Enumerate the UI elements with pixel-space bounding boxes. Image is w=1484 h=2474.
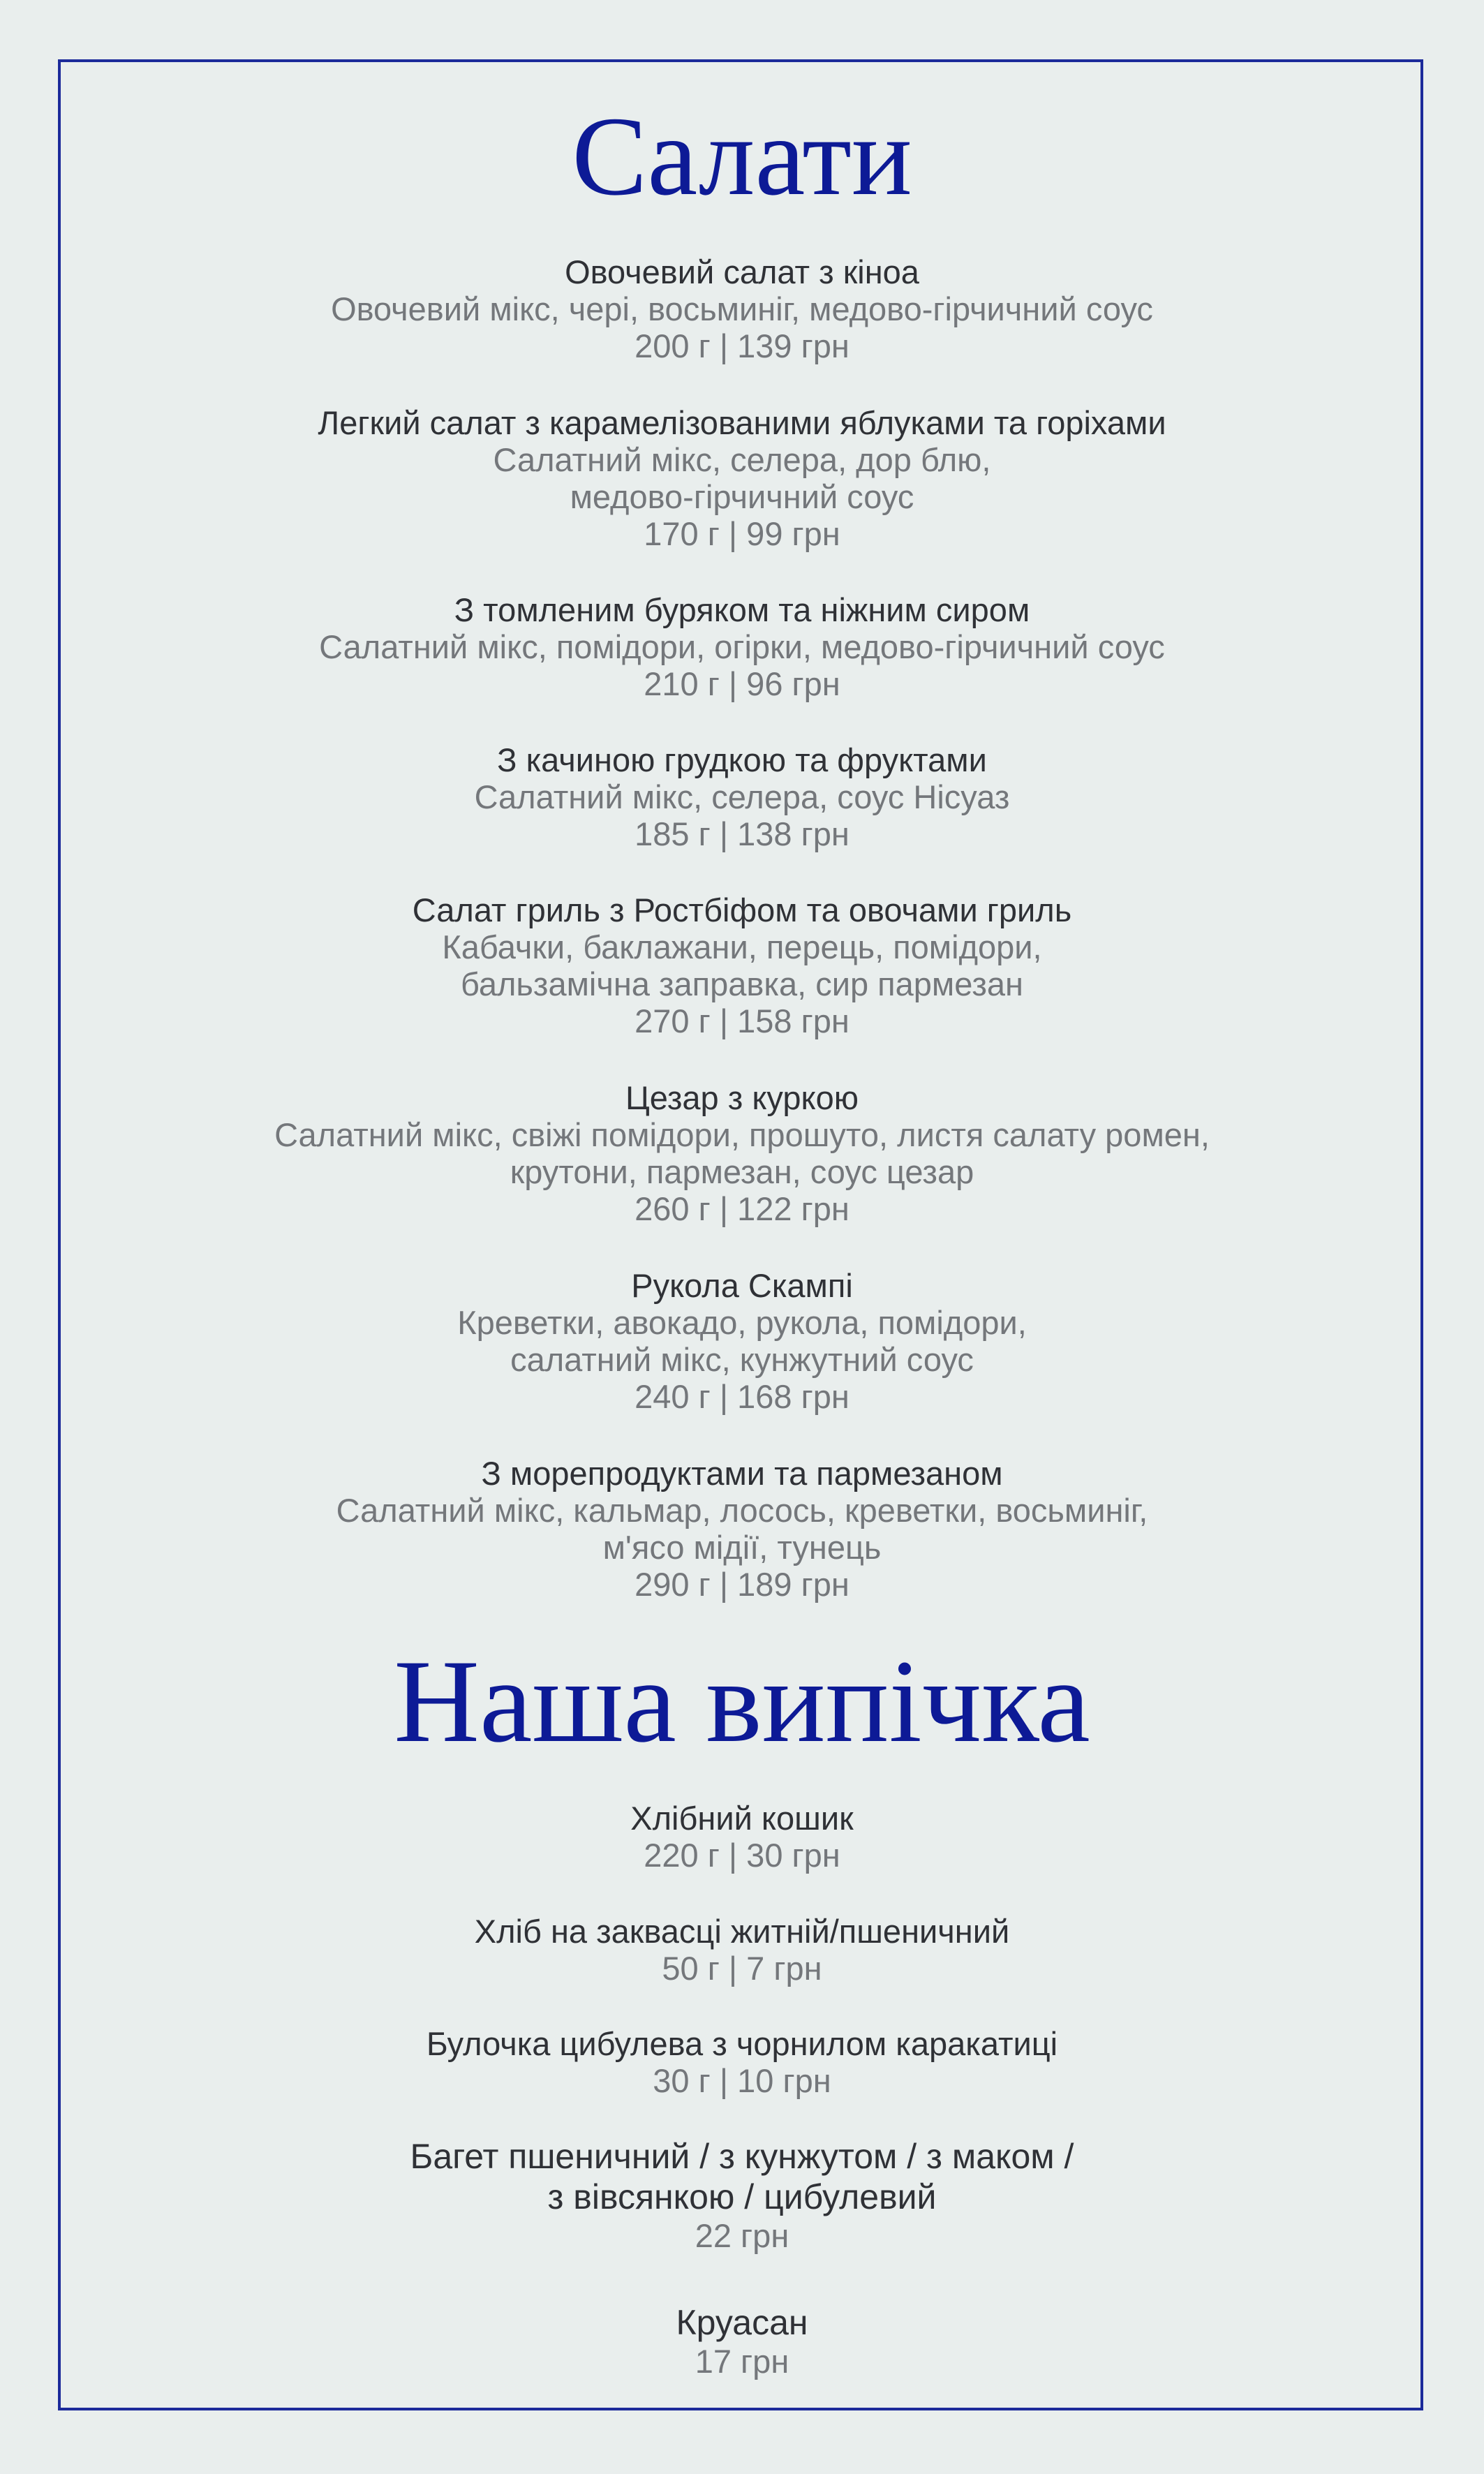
menu-item	[0, 2302, 1484, 2380]
item-description: бальзамічна заправка, сир пармезан	[461, 965, 1023, 1002]
item-name: Булочка цибулева з чорнилом каракатиці	[426, 2025, 1058, 2062]
item-description: Салатний мікс, селера, соус Нісуаз	[474, 778, 1010, 815]
item-name: Салат гриль з Ростбіфом та овочами гриль	[412, 891, 1072, 928]
menu-item	[0, 1455, 1484, 1603]
menu-item	[0, 1267, 1484, 1415]
menu-item	[0, 404, 1484, 552]
menu-item	[0, 253, 1484, 364]
item-price: 290 г | 189 грн	[635, 1566, 849, 1603]
menu-item	[0, 591, 1484, 702]
item-name: Цезар з куркою	[625, 1079, 859, 1116]
item-price: 200 г | 139 грн	[635, 327, 849, 364]
menu-item	[0, 741, 1484, 852]
item-description: салатний мікс, кунжутний соус	[510, 1341, 974, 1378]
menu-item	[0, 891, 1484, 1039]
item-description: Салатний мікс, кальмар, лосось, креветки, восьминіг,	[336, 1492, 1148, 1529]
menu-item	[0, 1079, 1484, 1227]
item-description: Кабачки, баклажани, перець, помідори,	[442, 928, 1042, 965]
item-price: 30 г | 10 грн	[653, 2062, 831, 2099]
item-description: медово-гірчичний соус	[570, 478, 914, 515]
item-name: з вівсянкою / цибулевий	[547, 2177, 937, 2216]
item-name: Легкий салат з карамелізованими яблуками та горіхами	[318, 404, 1166, 441]
item-price: 220 г | 30 грн	[644, 1837, 840, 1874]
menu-item	[0, 1913, 1484, 1987]
item-name: Овочевий салат з кіноа	[565, 253, 919, 290]
item-name: Хлібний кошик	[630, 1800, 854, 1837]
menu-item	[0, 2025, 1484, 2099]
item-name: З томленим буряком та ніжним сиром	[454, 591, 1030, 628]
item-price: 210 г | 96 грн	[644, 665, 840, 702]
item-name: З морепродуктами та пармезаном	[481, 1455, 1003, 1492]
item-price: 270 г | 158 грн	[635, 1002, 849, 1039]
item-description: Овочевий мікс, чері, восьминіг, медово-гірчичний соус	[331, 290, 1153, 327]
menu-item	[0, 1800, 1484, 1874]
item-price: 50 г | 7 грн	[662, 1950, 822, 1987]
item-description: м'ясо мідії, тунець	[602, 1529, 882, 1566]
item-description: Салатний мікс, помідори, огірки, медово-гірчичний соус	[319, 628, 1165, 665]
item-description: Креветки, авокадо, рукола, помідори,	[457, 1304, 1027, 1341]
item-name: Багет пшеничний / з кунжутом / з маком /	[410, 2137, 1074, 2176]
item-name: З качиною грудкою та фруктами	[497, 741, 987, 778]
menu-item	[0, 2136, 1484, 2254]
section-title-bakery: Наша випічка	[394, 1636, 1090, 1767]
item-price: 17 грн	[695, 2343, 789, 2380]
item-name: Круасан	[676, 2303, 808, 2342]
item-name: Хліб на заквасці житній/пшеничний	[474, 1913, 1010, 1950]
item-name: Рукола Скампі	[631, 1267, 853, 1304]
item-description: крутони, пармезан, соус цезар	[510, 1153, 974, 1190]
item-description: Салатний мікс, селера, дор блю,	[493, 441, 991, 478]
item-price: 240 г | 168 грн	[635, 1378, 849, 1415]
item-price: 170 г | 99 грн	[644, 515, 840, 552]
section-title-salads: Салати	[572, 94, 912, 219]
item-price: 260 г | 122 грн	[635, 1190, 849, 1227]
item-price: 22 грн	[695, 2217, 789, 2254]
item-price: 185 г | 138 грн	[635, 815, 849, 852]
item-description: Салатний мікс, свіжі помідори, прошуто, листя салату ромен,	[274, 1116, 1210, 1153]
